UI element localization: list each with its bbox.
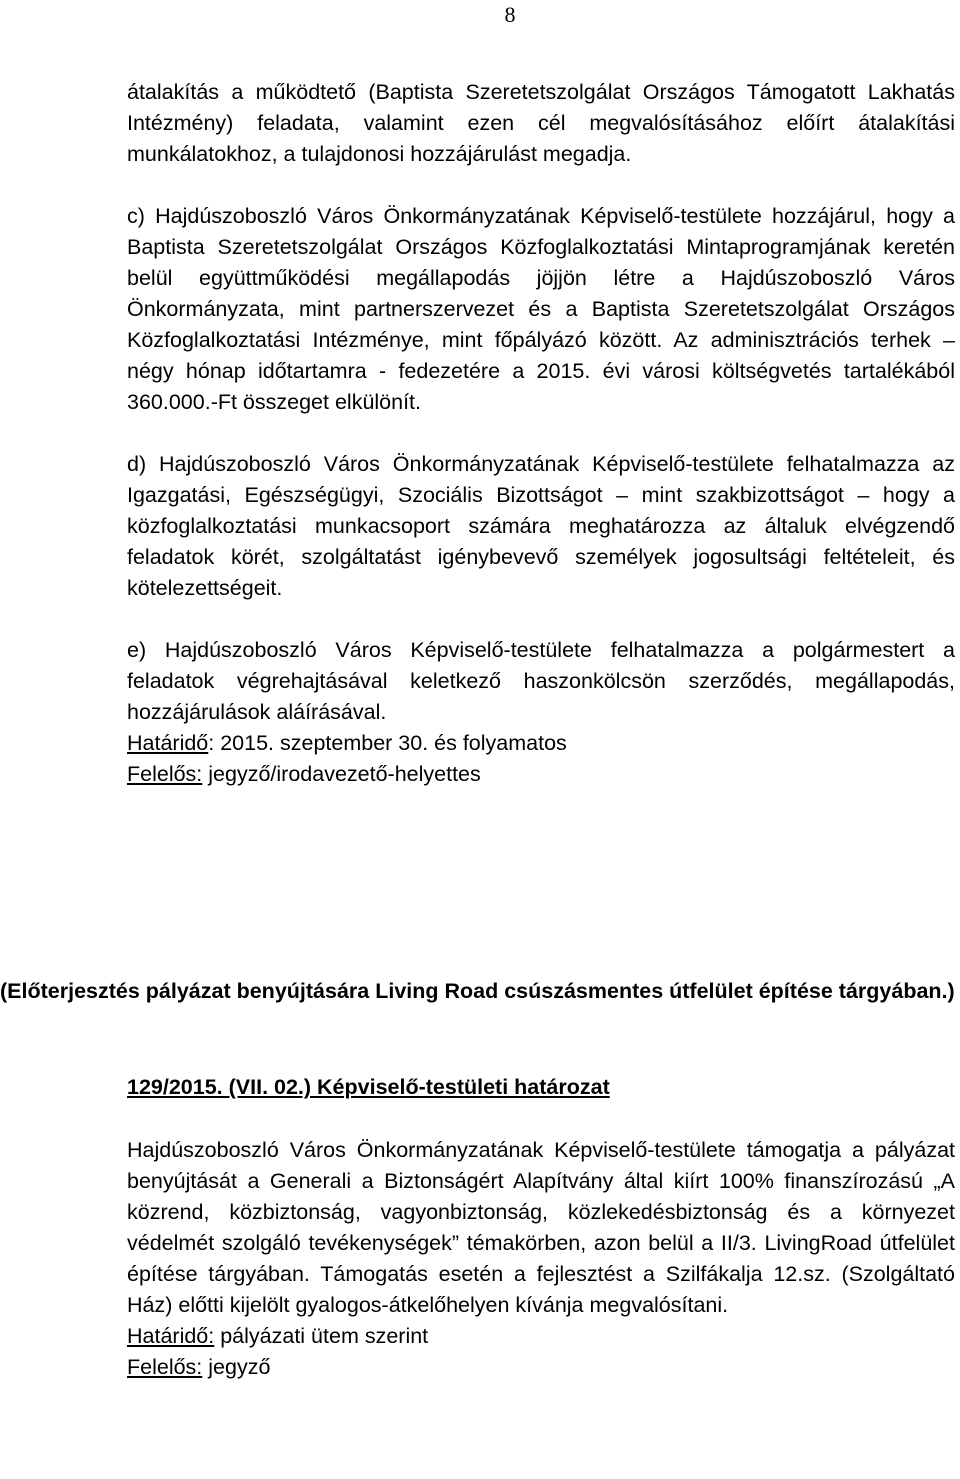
responsible-value: jegyző/irodavezető-helyettes [202,762,481,786]
resolution-text: Hajdúszoboszló Város Önkormányzatának Képviselő-testülete támogatja a pályázat benyújtását a Generali a Biztonságért Alapítvány által kiírt 100% finanszírozású „A közrend, közbiztonság, vagyonbiztonság, közlekedésbiztonság és a környezet védelmét szolgáló tevékenységek” témakörben, azon belül a II/3. LivingRoad útfelület építése tárgyában. Támogatás esetén a fejlesztést a Szilfákalja 12.sz. (Szolgáltató Ház) előtti kijelölt gyalogos-átkelőhelyen kívánja megvalósítani. [127,1138,955,1317]
paragraph-e: e) Hajdúszoboszló Város Képviselő-testülete felhatalmazza a polgármestert a feladatok végrehajtásával keletkező haszonkölcsön szerződés, megállapodás, hozzájárulások aláírásával. [127,638,955,724]
responsible-line [127,759,955,790]
paragraph-d: d) Hajdúszoboszló Város Önkormányzatának Képviselő-testülete felhatalmazza az Igazgatási, Egészségügyi, Szociális Bizottságot – mint szakbizottságot – hogy a közfoglalkoztatási munkacsoport számára meghatározza az általuk elvégzendő feladatok körét, szolgáltatást igénybevevő személyek jogosultsági feltételeit, és kötelezettségeit. [127,452,955,600]
deadline-line-2 [127,1321,955,1352]
responsible-value-2: jegyző [202,1355,271,1379]
resolution-body [127,77,955,790]
paragraph-c: c) Hajdúszoboszló Város Önkormányzatának Képviselő-testülete hozzájárul, hogy a Baptista Szeretetszolgálat Országos Közfoglalkoztatási Mintaprogramjának keretén belül együttműködési megállapodás jöjjön létre a Hajdúszoboszló Város Önkormányzata, mint partnerszervezet és a Baptista Szeretetszolgálat Országos Közfoglalkoztatási Intézménye, mint főpályázó között. Az adminisztrációs terhek – négy hónap időtartamra - fedezetére a 2015. évi városi költségvetés tartalékából 360.000.-Ft összeget elkülönít. [127,204,955,414]
resolution-title: 129/2015. (VII. 02.) Képviselő-testületi határozat [127,1075,610,1099]
page-number: 8 [504,2,516,27]
responsible-label: Felelős: [127,762,203,786]
section-heading: (Előterjesztés pályázat benyújtására Living Road csúszásmentes útfelület építése tárgyában.) [0,979,955,1003]
responsible-label-2: Felelős: [127,1355,203,1379]
deadline-label-2: Határidő: [127,1324,215,1348]
paragraph-b-continuation: átalakítás a működtető (Baptista Szeretetszolgálat Országos Támogatott Lakhatás Intézmény) feladata, valamint ezen cél megvalósításához előírt átalakítási munkálatokhoz, a tulajdonosi hozzájárulást megadja. [127,80,955,166]
deadline-label: Határidő [127,731,209,755]
deadline-line [127,728,955,759]
resolution-129-body [127,1135,955,1383]
deadline-value-2: pályázati ütem szerint [214,1324,429,1348]
deadline-value: : 2015. szeptember 30. és folyamatos [208,731,567,755]
responsible-line-2 [127,1352,955,1383]
